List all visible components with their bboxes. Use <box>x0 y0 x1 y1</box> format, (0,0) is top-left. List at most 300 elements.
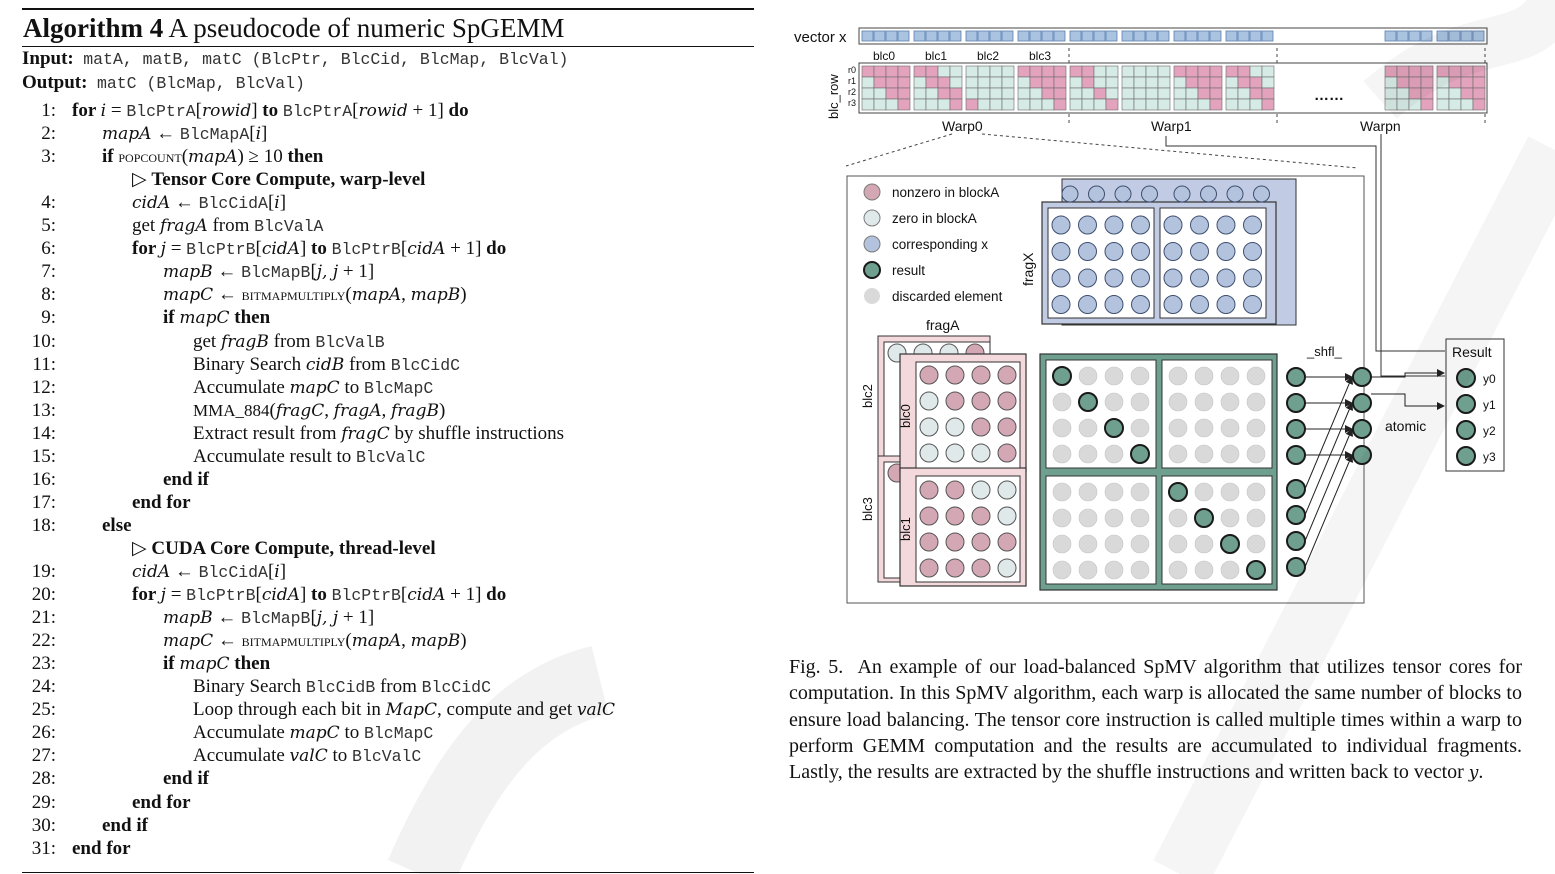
token: end if <box>163 468 209 490</box>
line-number: 13: <box>31 399 56 421</box>
token: MapC <box>385 700 438 721</box>
c-element <box>1131 367 1149 385</box>
token: for <box>132 584 161 606</box>
vector-x-cell <box>990 31 1001 41</box>
block-cell <box>1030 99 1042 110</box>
token: , <box>401 630 411 652</box>
block-cell <box>950 88 962 99</box>
block-cell <box>1002 99 1014 110</box>
block-cell <box>1250 99 1262 110</box>
token: valC <box>576 700 616 721</box>
token: ( <box>269 399 276 421</box>
block-cell <box>1070 77 1082 88</box>
block-cell <box>1158 99 1170 110</box>
block-cell <box>1449 88 1461 99</box>
result-label: y3 <box>1483 450 1496 464</box>
token: [ <box>255 238 262 260</box>
block-cell <box>1437 99 1449 110</box>
block-cell <box>1250 77 1262 88</box>
block-cell <box>1094 88 1106 99</box>
x-element <box>1164 243 1182 261</box>
block-cell <box>1070 66 1082 77</box>
c-element <box>1079 535 1097 553</box>
block-cell <box>1146 66 1158 77</box>
c-element <box>1053 445 1071 463</box>
line-number: 1: <box>41 100 56 121</box>
token: BlcValC <box>356 447 426 467</box>
block-cell <box>1094 66 1106 77</box>
vector-x-cell <box>1461 31 1472 41</box>
block-cell <box>950 99 962 110</box>
result-label: y0 <box>1483 372 1496 386</box>
block-cell <box>1134 88 1146 99</box>
c-element <box>1221 393 1239 411</box>
block-cell <box>978 77 990 88</box>
line-number: 27: <box>31 745 56 767</box>
block-cell <box>1250 66 1262 77</box>
vector-x-label: vector x <box>794 29 847 46</box>
token: ] <box>279 561 287 582</box>
c-element <box>1105 483 1123 501</box>
line-number: 18: <box>31 514 56 536</box>
c-element <box>1105 367 1123 385</box>
a-element <box>946 444 964 462</box>
c-element <box>1131 509 1149 527</box>
algorithm-label: Algorithm 4 <box>23 13 164 43</box>
c-element <box>1169 419 1187 437</box>
block-cell <box>1226 88 1238 99</box>
c-element <box>1247 561 1265 579</box>
line-number: 8: <box>41 284 56 306</box>
x-element <box>1174 186 1190 202</box>
algorithm-block <box>22 8 754 859</box>
block-cell <box>1082 66 1094 77</box>
block-cell <box>886 66 898 77</box>
line-number: 26: <box>31 722 56 744</box>
token: fragA <box>159 216 208 237</box>
block-cell <box>1146 88 1158 99</box>
token: BlcPtrB <box>331 586 401 606</box>
row-label: r0 <box>848 65 857 75</box>
line-number: 23: <box>31 653 56 675</box>
block-cell <box>898 66 910 77</box>
caption-var: y <box>1468 763 1479 784</box>
block-cell <box>1134 66 1146 77</box>
line-text <box>193 721 433 745</box>
block-cell <box>874 99 886 110</box>
token: [ <box>310 261 317 283</box>
block-cell <box>862 88 874 99</box>
block-cell <box>1385 77 1397 88</box>
token: to <box>311 584 332 606</box>
token: , <box>381 399 392 421</box>
c-element <box>1221 535 1239 553</box>
x-element <box>1079 269 1097 287</box>
token: end if <box>163 768 209 790</box>
block-cell <box>1210 66 1222 77</box>
block-cell <box>926 77 938 88</box>
token: j <box>160 239 166 260</box>
a-element <box>920 392 938 410</box>
token: to <box>311 238 332 260</box>
token: from <box>375 676 422 698</box>
block-cell <box>1002 88 1014 99</box>
block-cell <box>1134 77 1146 88</box>
vector-x-cell <box>1158 31 1169 41</box>
c-element <box>1247 509 1265 527</box>
fragx-label: fragX <box>1020 252 1036 286</box>
algorithm-name: A pseudocode of numeric SpGEMM <box>168 13 565 43</box>
block-cell <box>1094 77 1106 88</box>
token: by shuffle instructions <box>389 422 565 444</box>
block-cell <box>1198 99 1210 110</box>
vector-x-cell <box>898 31 909 41</box>
line-number: 21: <box>31 607 56 629</box>
c-element <box>1169 445 1187 463</box>
block-cell <box>966 66 978 77</box>
vector-x-cell <box>1385 31 1396 41</box>
block-cell <box>886 99 898 110</box>
block-cell <box>914 77 926 88</box>
block-cell <box>1106 66 1118 77</box>
a-element <box>998 444 1016 462</box>
x-element <box>1244 296 1262 314</box>
block-cell <box>1262 99 1274 110</box>
row-label: r2 <box>848 87 857 97</box>
x-element <box>1217 269 1235 287</box>
token: ) <box>460 284 467 306</box>
block-cell <box>1385 99 1397 110</box>
block-cell <box>1210 88 1222 99</box>
token: cidA <box>132 562 171 582</box>
line-text <box>163 606 374 630</box>
token: bitmapmultiply <box>241 631 346 651</box>
shfl-source <box>1287 368 1305 386</box>
result-element <box>1457 395 1475 413</box>
block-cell <box>1030 77 1042 88</box>
token: [ <box>255 584 262 606</box>
token: BlcCidC <box>421 678 491 698</box>
token: mapC <box>163 631 214 652</box>
a-element <box>998 481 1016 499</box>
token: rowid <box>358 101 408 121</box>
block-cell <box>1018 99 1030 110</box>
token: = <box>106 100 127 121</box>
token: BlcMapC <box>363 724 434 744</box>
c-element <box>1131 419 1149 437</box>
x-element <box>1052 243 1070 261</box>
token: [ <box>267 192 275 214</box>
c-element <box>1105 535 1123 553</box>
x-element <box>1132 296 1150 314</box>
token: [ <box>249 123 256 145</box>
token: [ <box>267 561 275 582</box>
block-cell <box>1473 77 1485 88</box>
token: BlcCidC <box>390 355 460 375</box>
line-number: 24: <box>31 676 56 698</box>
line-text <box>193 675 491 699</box>
block-cell <box>862 66 874 77</box>
block-cell <box>874 88 886 99</box>
c-element <box>1105 445 1123 463</box>
vector-x-cell <box>1094 31 1105 41</box>
line-number: 16: <box>31 468 56 490</box>
block-cell <box>950 77 962 88</box>
c-element <box>1195 561 1213 579</box>
block-cell <box>1397 99 1409 110</box>
block-cell <box>1210 99 1222 110</box>
block-cell <box>1262 66 1274 77</box>
c-element <box>1053 393 1071 411</box>
legend-marker <box>864 184 880 200</box>
token: fragA <box>333 400 382 421</box>
line-text <box>193 330 385 354</box>
blc-label: blc2 <box>977 49 1000 63</box>
block-cell <box>1106 88 1118 99</box>
token: BlcValB <box>315 332 385 352</box>
token: cidA <box>261 585 300 606</box>
block-cell <box>1250 88 1262 99</box>
block-cell <box>1174 99 1186 110</box>
vector-x-cell <box>1018 31 1029 41</box>
line-number: 17: <box>31 491 56 513</box>
a-element <box>920 418 938 436</box>
x-element <box>1217 296 1235 314</box>
x-element <box>1079 296 1097 314</box>
token: to <box>339 722 364 744</box>
token: = <box>165 238 187 260</box>
caption-end: . <box>1478 761 1484 784</box>
block-cell <box>1094 99 1106 110</box>
row-label: r3 <box>848 98 857 108</box>
vector-x-cell <box>1262 31 1273 41</box>
token: BlcMapC <box>363 378 434 398</box>
block-cell <box>1082 99 1094 110</box>
c-element <box>1079 509 1097 527</box>
block-cell <box>1461 99 1473 110</box>
legend-label: discarded element <box>892 289 1003 304</box>
a-element <box>972 444 990 462</box>
a-element <box>972 533 990 551</box>
vector-x-cell <box>862 31 873 41</box>
token: else <box>102 514 132 536</box>
block-cell <box>1042 66 1054 77</box>
block-cell <box>990 66 1002 77</box>
vector-x-cell <box>1409 31 1420 41</box>
block-cell <box>990 77 1002 88</box>
token: ← <box>212 607 242 629</box>
token: do <box>486 238 507 260</box>
token: ▷ <box>132 537 152 559</box>
warp-detail-diagram <box>847 176 1504 603</box>
x-element <box>1142 186 1158 202</box>
c-element <box>1053 367 1071 385</box>
token: + 1] <box>445 584 487 606</box>
block-cell <box>1106 77 1118 88</box>
token: i <box>274 193 280 214</box>
c-element <box>1169 367 1187 385</box>
c-element <box>1131 445 1149 463</box>
output-label: Output: <box>22 72 88 93</box>
token: Binary Search <box>193 676 306 698</box>
line-text <box>132 583 506 607</box>
token: cidB <box>305 354 345 375</box>
vector-x-cell <box>1226 31 1237 41</box>
block-cell <box>914 99 926 110</box>
line-text <box>193 353 460 377</box>
x-element <box>1164 269 1182 287</box>
block-cell <box>1409 66 1421 77</box>
token: cidA <box>261 239 300 260</box>
c-element <box>1195 419 1213 437</box>
x-element <box>1217 216 1235 234</box>
a-element <box>998 507 1016 525</box>
line-text <box>132 491 191 514</box>
token: [ <box>400 238 408 260</box>
block-cell <box>1262 77 1274 88</box>
vector-x-cell <box>1054 31 1065 41</box>
token: mapB <box>163 608 213 629</box>
token: fragB <box>220 331 269 352</box>
token: BlcMapA <box>179 125 250 145</box>
vector-x-cell <box>886 31 897 41</box>
block-cell <box>898 99 910 110</box>
vector-x-cell <box>1238 31 1249 41</box>
block-cell <box>1437 77 1449 88</box>
token: end for <box>132 791 191 813</box>
block-cell <box>938 99 950 110</box>
token: cidA <box>407 585 446 606</box>
vector-x-cell <box>874 31 885 41</box>
token: ] <box>279 192 287 214</box>
x-element <box>1105 269 1123 287</box>
block-cell <box>1409 77 1421 88</box>
c-element <box>1131 561 1149 579</box>
token: MMA_884 <box>193 400 270 420</box>
c-element <box>1105 509 1123 527</box>
block-cell <box>1018 77 1030 88</box>
legend-label: result <box>892 263 926 278</box>
token: Accumulate result to <box>193 445 357 467</box>
line-text <box>132 791 191 814</box>
zoom-line <box>982 134 1358 168</box>
block-cell <box>1473 88 1485 99</box>
block-cell <box>966 88 978 99</box>
a-element <box>920 559 938 577</box>
a-element <box>946 507 964 525</box>
c-element <box>1169 509 1187 527</box>
inner-blc-label: blc2 <box>860 384 875 408</box>
block-cell <box>1186 88 1198 99</box>
line-text <box>163 652 270 676</box>
block-cell <box>862 77 874 88</box>
token: mapC <box>179 654 230 675</box>
token: BlcMapB <box>241 609 311 629</box>
block-cell <box>1397 66 1409 77</box>
a-element <box>998 533 1016 551</box>
token: popcount <box>118 147 182 167</box>
ellipsis: …… <box>1314 87 1344 104</box>
token: mapB <box>163 262 213 283</box>
line-text <box>163 283 467 307</box>
block-cell <box>938 88 950 99</box>
token: BlcValA <box>254 217 324 237</box>
token: mapC <box>179 308 230 329</box>
line-text <box>102 145 323 169</box>
block-cell <box>1449 99 1461 110</box>
c-element <box>1247 367 1265 385</box>
c-element <box>1195 535 1213 553</box>
line-number: 22: <box>31 630 56 652</box>
block-cell <box>1122 77 1134 88</box>
vector-x-cell <box>1042 31 1053 41</box>
token: Binary Search <box>193 353 306 375</box>
block-cell <box>1210 77 1222 88</box>
warp-label: Warpn <box>1360 118 1401 134</box>
a-element <box>920 533 938 551</box>
c-element <box>1131 393 1149 411</box>
block-cell <box>1054 66 1066 77</box>
token: Loop through each bit in <box>193 699 386 721</box>
token: from <box>207 215 255 237</box>
input-value: matA, matB, matC (BlcPtr, BlcCid, BlcMap, BlcVal) <box>83 50 569 69</box>
row-label: r1 <box>848 76 857 86</box>
block-cell <box>1421 77 1433 88</box>
a-element <box>920 444 938 462</box>
shfl-source <box>1287 506 1305 524</box>
a-element <box>946 533 964 551</box>
token: ← <box>213 284 242 306</box>
token: from <box>268 330 316 352</box>
token: + 1] <box>338 261 375 283</box>
line-number: 25: <box>31 699 56 721</box>
c-element <box>1221 445 1239 463</box>
legend-marker <box>864 288 880 304</box>
legend-label: nonzero in blockA <box>892 185 1000 200</box>
token: BlcCidB <box>305 678 376 698</box>
block-cell <box>966 77 978 88</box>
x-element <box>1062 186 1078 202</box>
line-number: 7: <box>41 261 56 283</box>
token: ← <box>151 123 180 145</box>
token: mapA <box>188 147 238 168</box>
c-element <box>1195 393 1213 411</box>
token: Accumulate <box>193 376 290 398</box>
token: from <box>344 353 391 375</box>
result-title: Result <box>1452 344 1492 360</box>
c-element <box>1079 483 1097 501</box>
a-element <box>972 559 990 577</box>
x-element <box>1227 186 1243 202</box>
vector-x-cell <box>1186 31 1197 41</box>
line-number: 19: <box>31 561 56 582</box>
figure-caption <box>789 654 1522 786</box>
token: end for <box>132 491 191 513</box>
block-cell <box>1409 88 1421 99</box>
token: + 1] <box>407 100 449 121</box>
legend-marker <box>864 236 880 252</box>
line-number: 30: <box>31 814 56 836</box>
c-element <box>1053 483 1071 501</box>
token: i <box>255 124 261 145</box>
token: BlcMapB <box>241 263 311 283</box>
output-value: matC (BlcMap, BlcVal) <box>96 74 305 93</box>
vector-x-cell <box>1070 31 1081 41</box>
token: mapB <box>410 631 461 652</box>
block-cell <box>1262 88 1274 99</box>
a-element <box>998 392 1016 410</box>
block-cell <box>1174 77 1186 88</box>
